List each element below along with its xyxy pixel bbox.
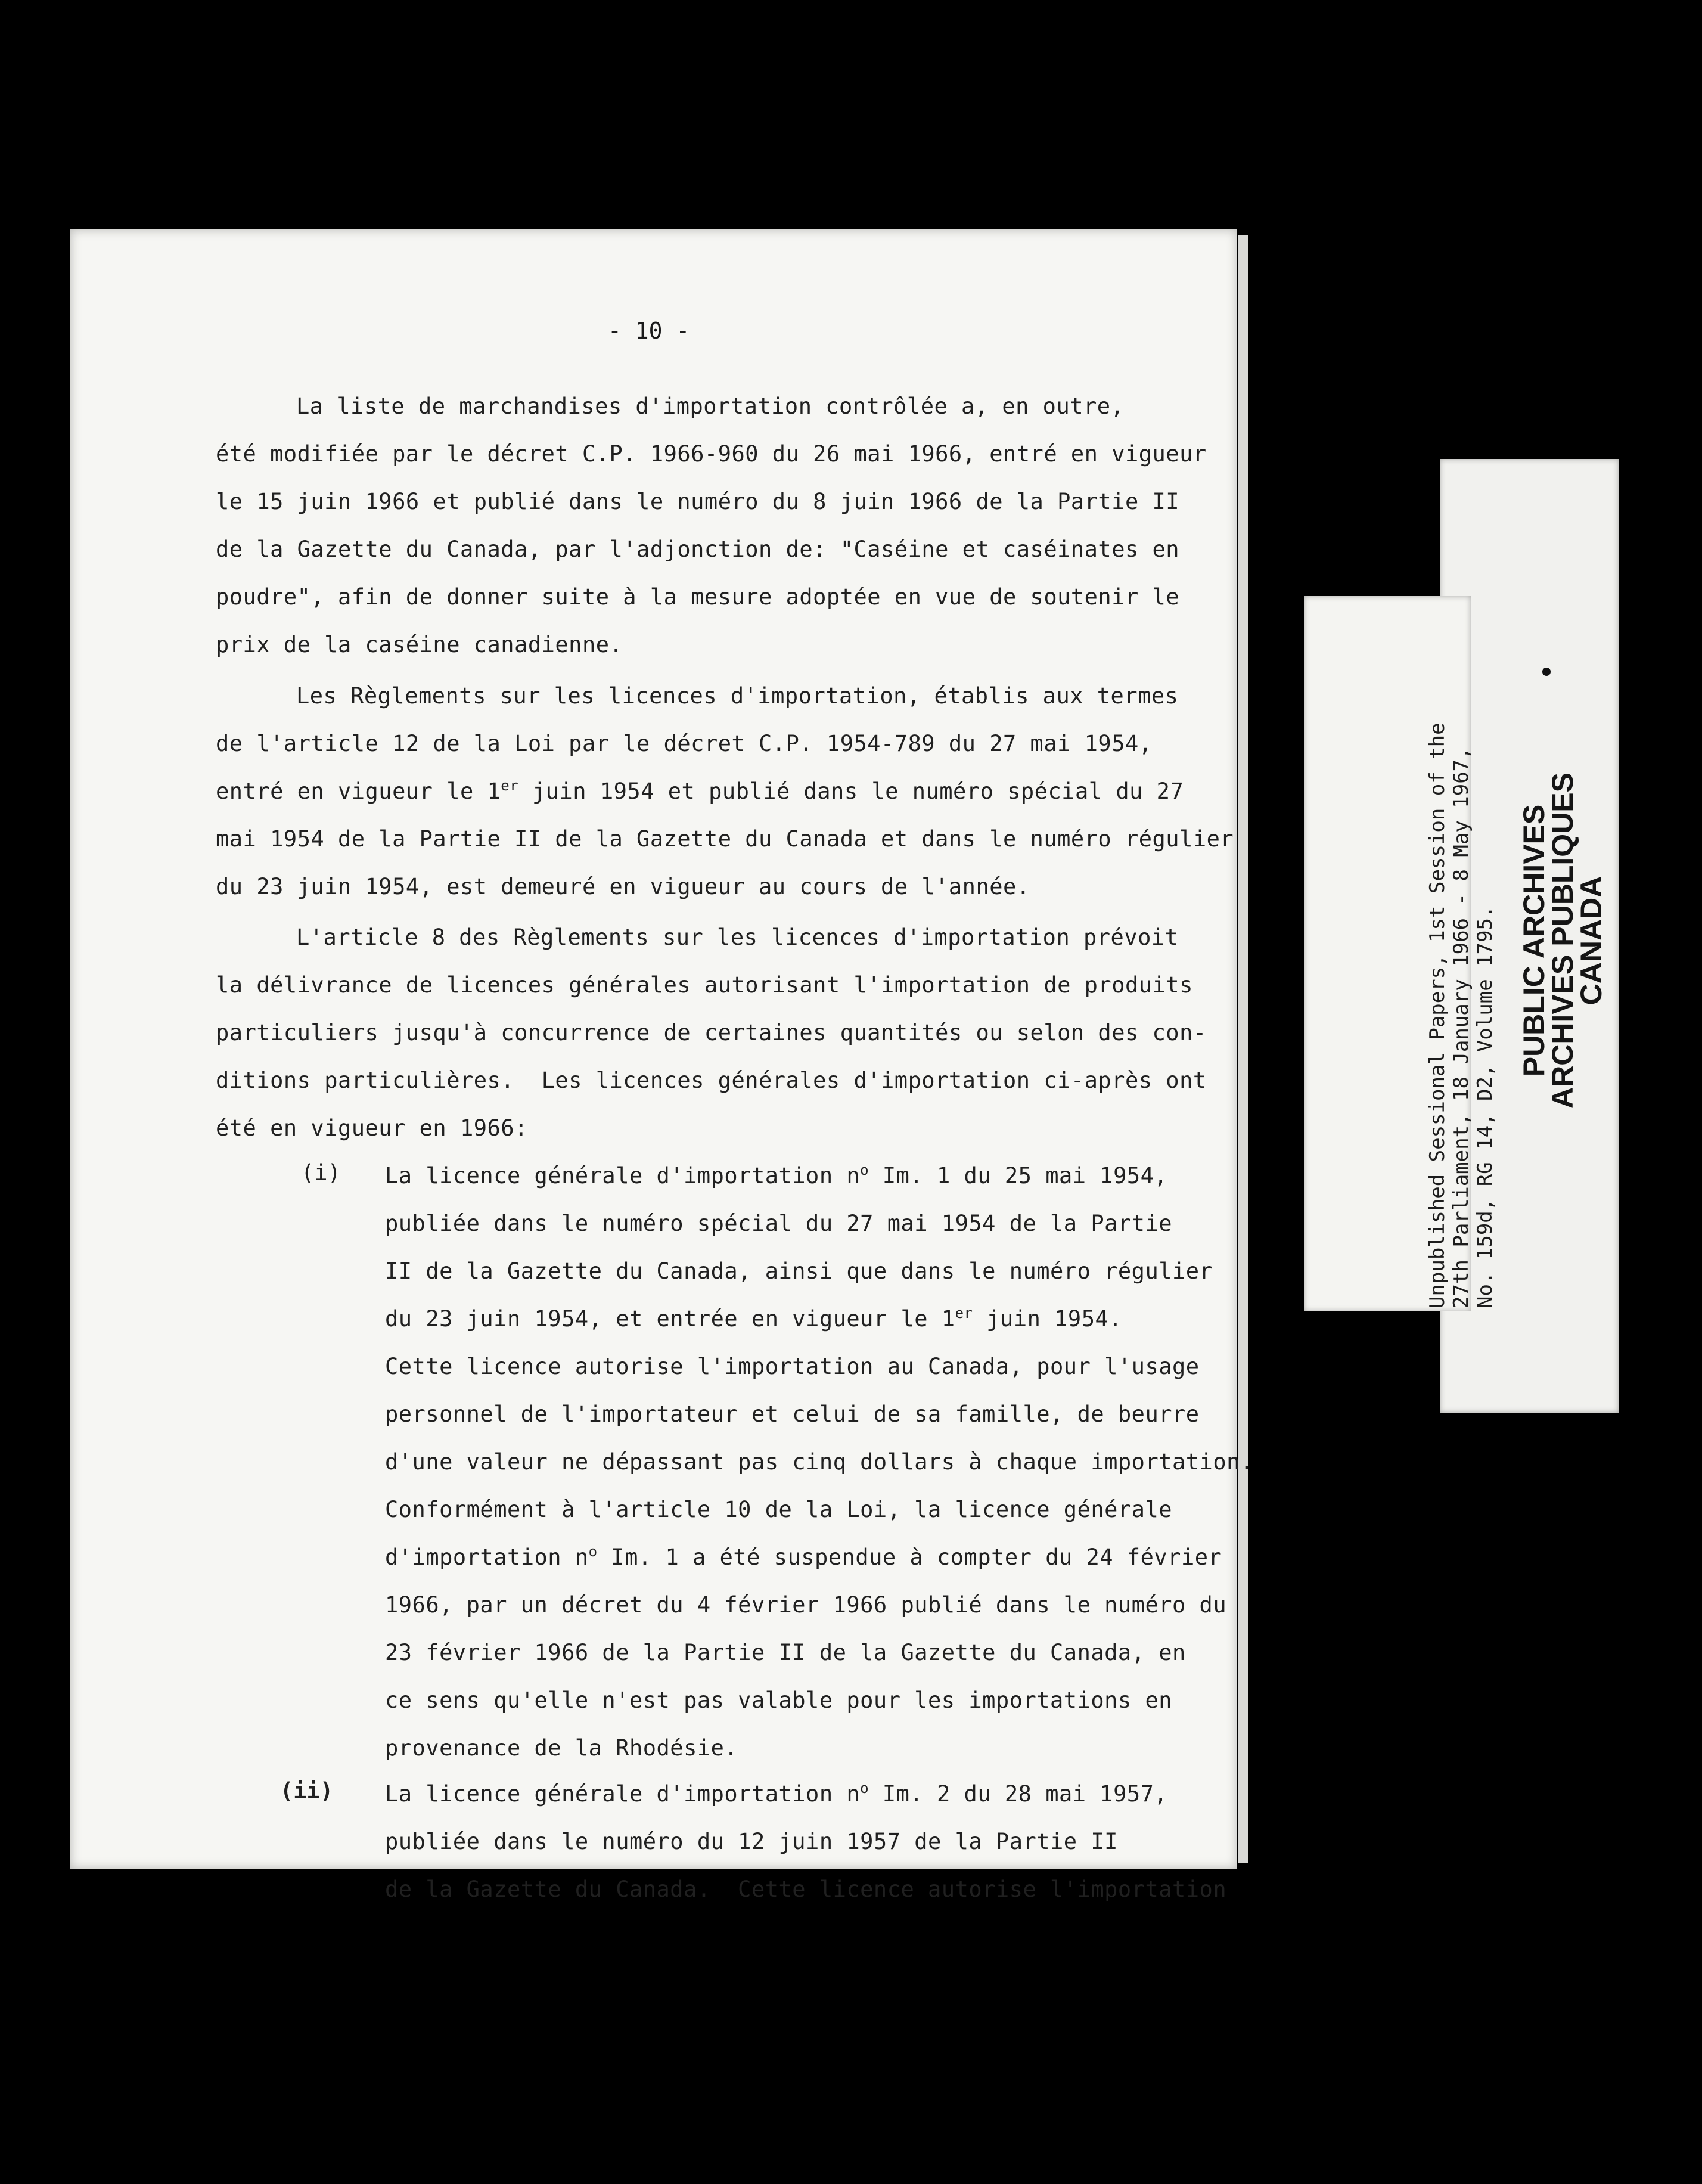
- text-run: juin 1954.: [973, 1306, 1123, 1332]
- paragraph-2: [216, 672, 1234, 911]
- superscript: o: [860, 1162, 869, 1178]
- paragraph-line: de la Gazette du Canada, par l'adjonction de: "Caséine et caséinates en: [216, 536, 1180, 562]
- paragraph-line: L'article 8 des Règlements sur les licences d'importation prévoit: [296, 925, 1179, 950]
- item-line: personnel de l'importateur et celui de sa famille, de beurre: [385, 1401, 1200, 1427]
- item-line: 23 février 1966 de la Partie II de la Gazette du Canada, en: [385, 1640, 1186, 1665]
- list-marker-ii: (ii): [280, 1778, 334, 1804]
- stamp-line: CANADA: [1574, 876, 1608, 1006]
- stamp-line: PUBLIC ARCHIVES: [1517, 804, 1551, 1077]
- item-line: ce sens qu'elle n'est pas valable pour les importations en: [385, 1687, 1173, 1713]
- archive-citation: [1425, 722, 1497, 1308]
- text-run: La licence générale d'importation n: [385, 1781, 861, 1807]
- item-line: [385, 1534, 1254, 1581]
- paragraph-line: prix de la caséine canadienne.: [216, 632, 623, 657]
- text-run: entré en vigueur le 1: [216, 778, 501, 804]
- paragraph-line: ditions particulières. Les licences générales d'importation ci-après ont: [216, 1068, 1207, 1093]
- item-line: publiée dans le numéro du 12 juin 1957 de la Partie II: [385, 1829, 1118, 1854]
- item-line: II de la Gazette du Canada, ainsi que dans le numéro régulier: [385, 1258, 1213, 1284]
- item-line: d'une valeur ne dépassant pas cinq dollars à chaque importation.: [385, 1449, 1254, 1475]
- list-marker-i: (i): [301, 1160, 341, 1186]
- paragraph-line: du 23 juin 1954, est demeuré en vigueur au cours de l'année.: [216, 874, 1030, 899]
- item-line: [385, 1152, 1254, 1200]
- item-line: [385, 1295, 1254, 1343]
- paragraph-line: été en vigueur en 1966:: [216, 1115, 528, 1141]
- item-line: Cette licence autorise l'importation au Canada, pour l'usage: [385, 1354, 1200, 1379]
- citation-line: 27th Parliament, 18 January 1966 - 8 May 1967,: [1449, 747, 1473, 1308]
- archive-stamp: [1517, 773, 1608, 1109]
- text-run: Im. 1 a été suspendue à compter du 24 février: [597, 1544, 1222, 1570]
- superscript: o: [860, 1780, 869, 1797]
- text-run: du 23 juin 1954, et entrée en vigueur le 1: [385, 1306, 955, 1332]
- paragraph-1: [216, 383, 1207, 669]
- paragraph-line: poudre", afin de donner suite à la mesure adoptée en vue de soutenir le: [216, 584, 1180, 610]
- paragraph-line: Les Règlements sur les licences d'importation, établis aux termes: [296, 683, 1179, 709]
- citation-line: Unpublished Sessional Papers, 1st Session of the: [1425, 722, 1449, 1308]
- item-line: Conformément à l'article 10 de la Loi, la licence générale: [385, 1497, 1173, 1522]
- page-number: - 10 -: [608, 318, 690, 344]
- item-line: [385, 1770, 1226, 1818]
- superscript: er: [955, 1305, 973, 1321]
- stamp-line: ARCHIVES PUBLIQUES: [1546, 773, 1579, 1109]
- citation-line: No. 159d, RG 14, D2, Volume 1795.: [1473, 905, 1497, 1308]
- item-line: de la Gazette du Canada. Cette licence autorise l'importation: [385, 1876, 1227, 1902]
- item-line: provenance de la Rhodésie.: [385, 1735, 738, 1761]
- superscript: o: [588, 1543, 598, 1560]
- list-item-ii: [385, 1770, 1226, 1913]
- paragraph-line: [216, 768, 1234, 815]
- paragraph-line: de l'article 12 de la Loi par le décret C.P. 1954-789 du 27 mai 1954,: [216, 731, 1153, 756]
- speck-mark: [1542, 668, 1551, 676]
- paragraph-line: été modifiée par le décret C.P. 1966-960 du 26 mai 1966, entré en vigueur: [216, 441, 1207, 467]
- paragraph-line: mai 1954 de la Partie II de la Gazette du Canada et dans le numéro régulier: [216, 826, 1234, 852]
- text-run: La licence générale d'importation n: [385, 1163, 861, 1189]
- text-run: Im. 1 du 25 mai 1954,: [869, 1163, 1168, 1189]
- paragraph-3: [216, 914, 1207, 1152]
- text-run: Im. 2 du 28 mai 1957,: [869, 1781, 1168, 1807]
- paragraph-line: La liste de marchandises d'importation contrôlée a, en outre,: [296, 393, 1125, 419]
- paragraph-line: la délivrance de licences générales autorisant l'importation de produits: [216, 972, 1193, 998]
- list-item-i: [385, 1152, 1254, 1772]
- text-run: juin 1954 et publié dans le numéro spécial du 27: [518, 778, 1184, 804]
- paragraph-line: particuliers jusqu'à concurrence de certaines quantités ou selon des con-: [216, 1020, 1207, 1046]
- item-line: 1966, par un décret du 4 février 1966 publié dans le numéro du: [385, 1592, 1227, 1618]
- superscript: er: [501, 777, 519, 794]
- text-run: d'importation n: [385, 1544, 589, 1570]
- paragraph-line: le 15 juin 1966 et publié dans le numéro du 8 juin 1966 de la Partie II: [216, 489, 1180, 514]
- item-line: publiée dans le numéro spécial du 27 mai 1954 de la Partie: [385, 1211, 1173, 1236]
